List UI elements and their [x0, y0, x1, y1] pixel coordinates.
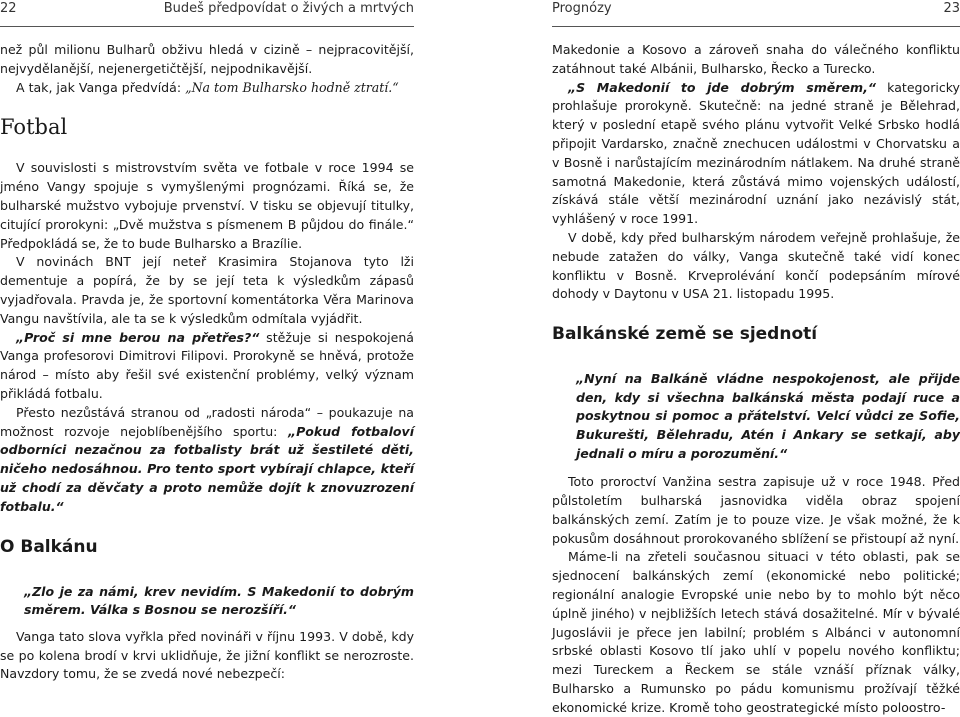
paragraph [0, 159, 414, 253]
pull-quote [552, 370, 960, 463]
text-run: kategoricky prohlašuje prorokyně. Skutečně: na jedné straně je Bělehrad, který v poslední etapě svého plánu vytvořit Velké Srbsko hodlá připojit Vardarsko, značně znechucen událostmi v Chorvatsku a v Bosně i narůstajícím mezinárodním nátlakem. Na druhé straně samotná Makedonie, která zůstává mimo vojenských událostí, získává stále větší mezinárodní uznání jako nezávislý stát, vyhlášený v roce 1991. [552, 79, 960, 227]
quote-bold-italic: „Pokud fotbaloví odborníci nezačnou za fotbalisty brát už šestileté děti, ničeho nedosáhnou. Pro tento sport vybírají chlapce, kteří už chodí za děvčaty a proto nemůže dojít k znovuzrození fotbalu.“ [0, 423, 415, 514]
right-page-header [552, 0, 960, 27]
text-run: V souvislosti s mistrovstvím světa ve fotbale v roce 1994 se jméno Vangy spojuje s vymyšlenými prognózami. Říká se, že bulharské mužstvo vybojuje prvenství. V tisku se objevují titulky, citující prorokyni: [0, 160, 414, 232]
paragraph [552, 79, 960, 229]
paragraph [0, 404, 414, 517]
right-page-number: 23 [943, 1, 960, 16]
paragraph: Vanga tato slova vyřkla před novináři v říjnu 1993. V době, kdy se po kolena brodí v krvi uklidňuje, že jižní konflikt se nerozroste. Navzdory tomu, že se zvedá nové nebezpečí: [0, 628, 414, 682]
pull-quote-text: „Nyní na Balkáně vládne nespokojenost, ale přijde den, kdy si všechna balkánská města podají ruce a poskytnou si pomoc a přátelství. Velcí vůdci ze Sofie, Bukurešti, Bělehradu, Atén i Ankary se setkají, aby jednali o míru a porozumění.“ [576, 371, 960, 461]
paragraph: Makedonie a Kosovo a zároveň snaha do válečného konfliktu zatáhnout také Albánii, Bulharsko, Řecko a Turecko. [552, 42, 960, 76]
text-run: A tak, jak Vanga předvídá: [16, 79, 186, 95]
left-running-title: Budeš předpovídat o živých a mrtvých [163, 1, 414, 16]
right-page [552, 0, 960, 715]
section-heading-balkanske-zeme: Balkánské země se sjednotí [552, 324, 818, 345]
section-heading-o-balkanu: O Balkánu [0, 536, 98, 557]
quote-italic: „Na tom Bulharsko hodně ztratí.“ [185, 79, 399, 95]
paragraph: V novinách BNT její neteř Krasimira Stojanova tyto lži dementuje a popírá, že by se její teta k výsledkům zápasů vyjadřovala. Pravda je, že sportovní komentátorka Věra Marinova Vangu navštívila, ale ta se k výsledkům odmítala vyjádřit. [0, 254, 414, 326]
right-running-title: Prognózy [552, 1, 612, 16]
left-page-number: 22 [0, 1, 17, 16]
quote-text: „Dvě mužstva s písmenem B půjdou do finále.“ [112, 216, 414, 232]
paragraph: V době, kdy před bulharským národem veřejně prohlašuje, že nebude zatažen do války, Vanga skutečně také vidí konec konfliktu v Bosně. Krveprolévání končí podepsáním mírové dohody v Daytonu v USA 21. listopadu 1995. [552, 229, 960, 302]
paragraph [0, 79, 414, 98]
pull-quote [0, 583, 414, 620]
text-run: Přesto nezůstává stranou od „radosti národa“ – poukazuje na možnost rozvoje nejoblíbenějšího sportu: [0, 404, 414, 439]
left-page-header [0, 0, 414, 27]
paragraph: Máme-li na zřeteli současnou situaci v této oblasti, pak se sjednocení balkánských zemí (ekonomické nebo politické; regionální analogie Evropské unie nebo by to mohlo být něco úplně jiného) v nejbližších letech stává dosažitelné. Mír v bývalé Jugoslávii je přece jen labilní; problém s Albánci v autonomní srbské oblasti Kosovo tlí jako uhlí v popelu nového konfliktu; mezi Tureckem a Řeckem se stále vznáší příznak války, Bulharsko a Rumunsko po pádu komunismu prožívají těžké ekonomické krize. Kromě toho geostrategické místo poloostro- [552, 549, 960, 715]
quote-bold-italic: „Proč si mne berou na přetřes?“ [16, 329, 260, 345]
left-page-body [0, 27, 414, 684]
left-page [0, 0, 415, 682]
pull-quote-text: „Zlo je za námi, krev nevidím. S Makedonií to dobrým směrem. Válka s Bosnou se nerozšíří.“ [24, 583, 414, 618]
text-run: Předpokládá se, že to bude Bulharsko a Brazílie. [0, 235, 303, 251]
right-page-body [552, 27, 960, 717]
quote-bold-italic: „S Makedonií to jde dobrým směrem,“ [568, 79, 876, 95]
section-heading-fotbal: Fotbal [0, 115, 68, 140]
paragraph: než půl milionu Bulharů obživu hledá v cizině – nejpracovitější, nejvydělanější, nejenergetičtější, nejpodnikavější. [0, 42, 414, 76]
text-run: stěžuje si nespokojená Vanga profesorovi Dimitrovi Filipovi. Prorokyně se hněvá, protože národ – místo aby řešil své existenční problémy, velký význam přikládá fotbalu. [0, 329, 414, 401]
paragraph [0, 329, 414, 404]
paragraph: Toto proroctví Vanžina sestra zapisuje už v roce 1948. Před půlstoletím bulharská jasnovidka viděla obraz spojení balkánských zemí. Zatím je to pouze vize. Je však možné, že k pokusům dosáhnout prorokovaného sblížení se přistoupí až nyní. [552, 474, 960, 546]
